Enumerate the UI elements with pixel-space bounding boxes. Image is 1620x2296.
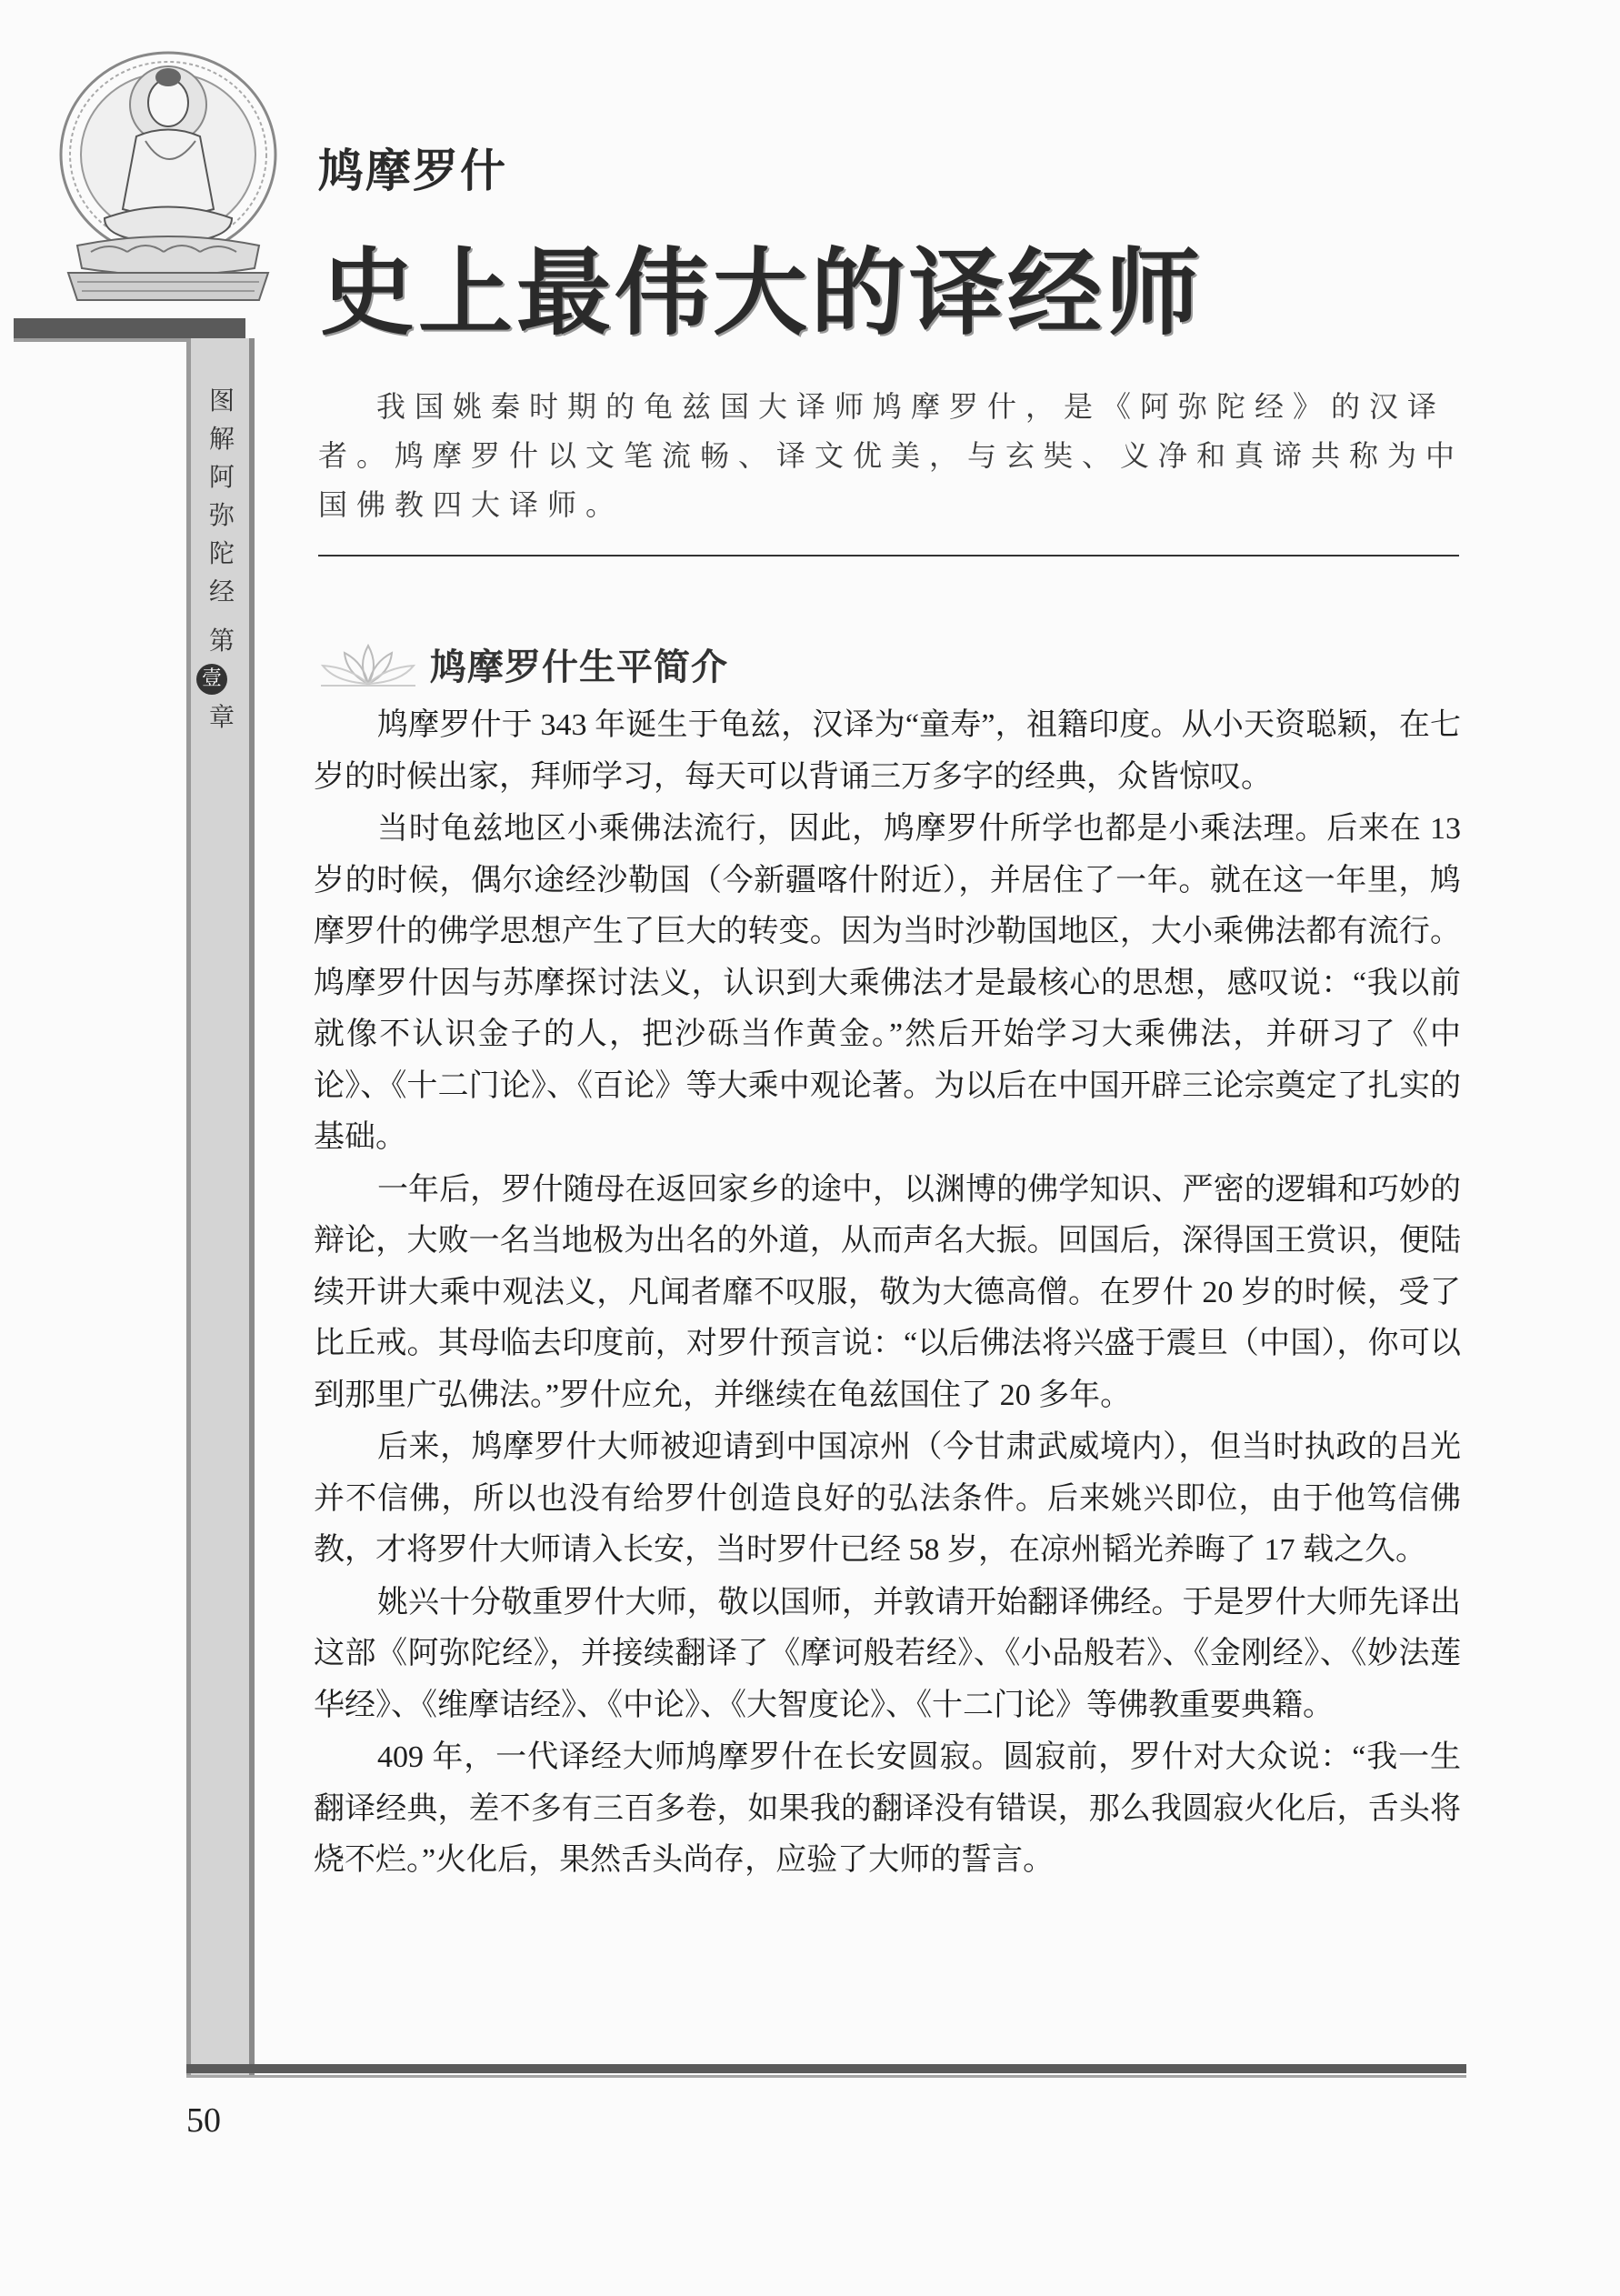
book-char: 弥: [208, 500, 235, 530]
intro-divider: [318, 555, 1459, 556]
buddha-illustration: [41, 50, 277, 323]
chapter-number-wrap: [196, 664, 247, 695]
bottom-rule-thin: [186, 2075, 1466, 2078]
chapter-number: 壹: [196, 664, 227, 695]
chapter-prefix: 第: [208, 626, 235, 656]
book-char: 阿: [208, 462, 235, 492]
body-paragraph: 一年后，罗什随母在返回家乡的途中，以渊博的佛学知识、严密的逻辑和巧妙的辩论，大败一名当地极为出名的外道，从而声名大振。回国后，深得国王赏识，便陆续开讲大乘中观法义，凡闻者靡不叹服，敬为大德高僧。在罗什 20 岁的时候，受了比丘戒。其母临去印度前，对罗什预言说：“以后佛法将兴盛于震旦（中国），你可以到那里广弘佛法。”罗什应允，并继续在龟兹国住了 20 多年。: [314, 1172, 1461, 1412]
vertical-book-label: [196, 382, 247, 737]
intro-paragraph: 我国姚秦时期的龟兹国大译师鸠摩罗什，是《阿弥陀经》的汉译者。鸠摩罗什以文笔流畅、译文优美，与玄奘、义净和真谛共称为中国佛教四大译师。: [318, 389, 1465, 522]
body-text: [314, 700, 1461, 1888]
book-char: 解: [208, 424, 235, 454]
body-paragraph: 409 年，一代译经大师鸠摩罗什在长安圆寂。圆寂前，罗什对大众说：“我一生翻译经典，差不多有三百多卷，如果我的翻译没有错误，那么我圆寂火化后，舌头将烧不烂。”火化后，果然舌头尚存，应验了大师的誓言。: [314, 1740, 1461, 1877]
body-paragraph: 当时龟兹地区小乘佛法流行，因此，鸠摩罗什所学也都是小乘法理。后来在 13 岁的时候，偶尔途经沙勒国（今新疆喀什附近），并居住了一年。就在这一年里，鸠摩罗什的佛学思想产生了巨大的转变。因为当时沙勒国地区，大小乘佛法都有流行。鸠摩罗什因与苏摩探讨法义，认识到大乘佛法才是最核心的思想，感叹说：“我以前就像不认识金子的人，把沙砾当作黄金。”然后开始学习大乘佛法，并研习了《中论》、《十二门论》、《百论》等大乘中观论著。为以后在中国开辟三论宗奠定了扎实的基础。: [314, 812, 1461, 1154]
body-paragraph: 后来，鸠摩罗什大师被迎请到中国凉州（今甘肃武威境内），但当时执政的吕光并不信佛，所以也没有给罗什创造良好的弘法条件。后来姚兴即位，由于他笃信佛教，才将罗什大师请入长安，当时罗什已经 58 岁，在凉州韬光养晦了 17 载之久。: [314, 1430, 1461, 1567]
book-char: 陀: [208, 538, 235, 568]
body-paragraph: 姚兴十分敬重罗什大师，敬以国师，并敦请开始翻译佛经。于是罗什大师先译出这部《阿弥陀经》，并接续翻译了《摩诃般若经》、《小品般若》、《金刚经》、《妙法莲华经》、《维摩诘经》、《中论》、《大智度论》、《十二门论》等佛教重要典籍。: [314, 1585, 1461, 1722]
book-char: 图: [208, 386, 235, 416]
top-rule: [14, 318, 245, 338]
section-heading: [314, 637, 728, 691]
page-number: 50: [186, 2101, 221, 2140]
side-strip-right-edge: [249, 338, 255, 2075]
chapter-suffix: 章: [208, 702, 235, 732]
page-subtitle: 鸠摩罗什: [318, 145, 507, 197]
bottom-rule: [186, 2064, 1466, 2073]
section-title: 鸠摩罗什生平简介: [430, 646, 728, 688]
body-paragraph: 鸠摩罗什于 343 年诞生于龟兹，汉译为“童寿”，祖籍印度。从小天资聪颖，在七岁的时候出家，拜师学习，每天可以背诵三万多字的经典，众皆惊叹。: [314, 708, 1461, 794]
page-title: 史上最伟大的译经师: [320, 237, 1205, 348]
lotus-icon: [314, 638, 423, 689]
book-char: 经: [208, 577, 235, 607]
